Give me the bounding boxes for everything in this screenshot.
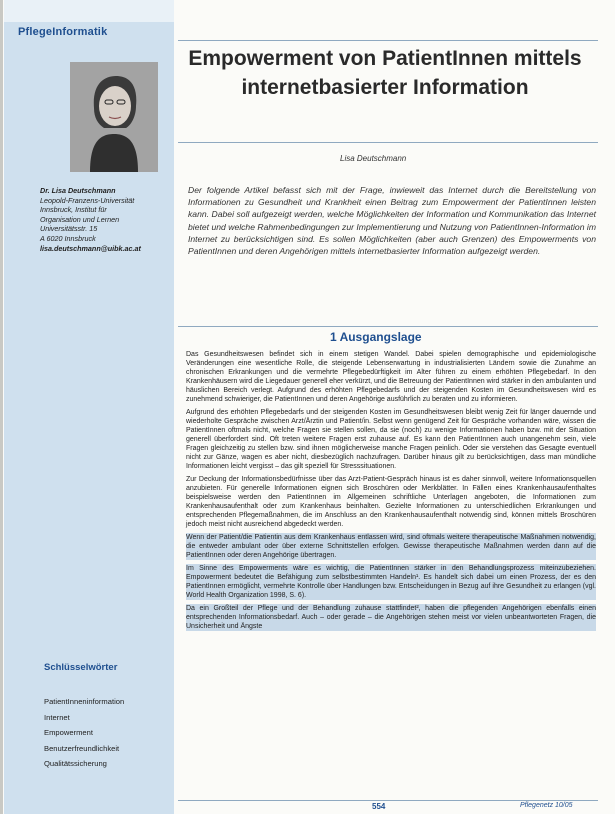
author-affiliation-line: Organisation und Lernen — [40, 214, 120, 224]
section-heading: 1 Ausgangslage — [330, 330, 422, 344]
keyword-item: Empowerment — [44, 728, 93, 737]
author-byline: Lisa Deutschmann — [340, 154, 407, 163]
keywords-list — [44, 694, 124, 772]
keyword-item: Qualitätssicherung — [44, 759, 107, 768]
keywords-title: Schlüsselwörter — [44, 662, 118, 673]
page-number: 554 — [372, 802, 386, 811]
article-body — [186, 350, 596, 635]
author-email[interactable]: lisa.deutschmann@uibk.ac.at — [40, 243, 141, 253]
title-rule-top — [178, 40, 598, 41]
keyword-item: PatientInneninformation — [44, 697, 125, 706]
body-paragraph: Zur Deckung der Informationsbedürfnisse über das Arzt-Patient-Gespräch hinaus ist es daher sinnvoll, weitere Informationsquellen anzubieten. Für generelle Informationen eignen sich Broschüren oder Merkblätter. In Fällen eines Krankenhausaufenthaltes beispielsweise werden den PatientInnen im Allgemeinen schriftliche Unterlagen angeboten, die Informationen zum Krankenhausaufenthalt oder zum Krankenhaus beinhalten. Gezielte Informationen zu unterschiedlichen Erkrankungen und entsprechenden Pflegemaßnahmen, die im Anschluss an den Krankenhausaufenthalt notwendig sind, können mittels Broschüren jedoch meist nicht ausreichend abgedeckt werden. — [186, 476, 596, 528]
footer-rule — [178, 800, 598, 801]
section-rule — [178, 326, 598, 327]
body-paragraph: Das Gesundheitswesen befindet sich in einem stetigen Wandel. Dabei spielen demographische und epidemiologische Veränderungen eine wesentliche Rolle, die steigende Lebenserwartung in industrialisierten Ländern sowie die Zunahme an chronischen Erkrankungen und die vermehrte Pflegebedürftigkeit im Alter führen zu einem erhöhten Pflegebedarf. In den Krankenhäusern wird die Liegedauer generell eher verkürzt, und die Betreuung der PatientInnen wird stärker in den ambulanten und häuslichen Bereich verlegt. Aufgrund des erhöhten Pflegebedarfs und der steigenden Kosten im Gesundheitswesen wird es zunehmend schwieriger, die PatientInnen und deren Angehörige ausführlich zu beraten und zu informieren. — [186, 351, 596, 403]
scan-edge — [0, 0, 3, 814]
keyword-item: Benutzerfreundlichkeit — [44, 743, 120, 753]
author-name: Dr. Lisa Deutschmann — [40, 186, 116, 195]
author-bio — [40, 186, 170, 253]
author-photo — [70, 62, 158, 172]
keyword-item: Internet — [44, 712, 70, 722]
author-affiliation-line: Leopold-Franzens-Universität — [40, 195, 135, 205]
article-abstract: Der folgende Artikel befasst sich mit der Frage, inwieweit das Internet durch die Bereitstellung von Informationen zu Gesundheit und Krankheit einen Beitrag zum Empowerment der PatientInnen leisten kann. Dabei soll aufgezeigt werden, welche Möglichkeiten der Information und Kommunikation das Internet bietet und welche Rahmenbedingungen zur Implementierung und Nutzung von PatientInnen-Information im Internet zu berücksichtigen sind. Es sollen Möglichkeiten (aber auch Grenzen) des Empowerments von PatientInnen und deren Angehörigen mittels internetbasierter Information aufgezeigt werden. — [188, 185, 596, 257]
sidebar-header-band — [4, 0, 174, 22]
article-title: Empowerment von PatientInnen mittels internetbasierter Information — [188, 47, 582, 99]
body-paragraph: Aufgrund des erhöhten Pflegebedarfs und der steigenden Kosten im Gesundheitswesen bleibt wenig Zeit für länger dauernde und wiederholte Gespräche zwischen Arzt/Ärztin und Patient/in. Selbst wenn genügend Zeit für Gespräche vorhanden wäre, wissen die PatientInnen oftmals nicht, welche Fragen sie stellen sollen, da sie (noch) zu wenige Informationen haben bzw. mit der Situation generell überfordert sind. Oft treten weitere Fragen erst zuhause auf. Es kann den PatientInnen auch unangenehm sein, viele Fragen gleichzeitig zu stellen bzw. sind ihnen möglicherweise manche Fragen peinlich. Oder sie verstehen das Gesagte eventuell nicht zur Gänze, wagen es aber nicht, diesbezüglich nachzufragen. Darüber hinaus gilt zu berücksichtigen, dass man mündliche Informationen leicht vergisst – das gilt speziell für Stresssituationen. — [186, 409, 596, 470]
journal-reference: Pflegenetz 10/05 — [520, 802, 573, 809]
author-affiliation-line: Innsbruck, Institut für — [40, 205, 107, 215]
section-label: PflegeInformatik — [18, 26, 108, 38]
author-address-line: A 6020 Innsbruck — [40, 233, 96, 243]
title-rule-bottom — [178, 142, 598, 143]
author-address-line: Universitätsstr. 15 — [40, 224, 98, 234]
body-paragraph-highlighted: Da ein Großteil der Pflege und der Behandlung zuhause stattfindet², haben die pflegenden Angehörigen ebenfalls einen entsprechenden Informationsbedarf. Auch – oder gerade – die Angehörigen stehen meist vor vielen unbeantworteten Fragen, die Unsicherheit und Ängste — [186, 605, 596, 630]
body-paragraph-highlighted: Im Sinne des Empowerments wäre es wichtig, die PatientInnen stärker in den Behandlungsprozess miteinzubeziehen. Empowerment bedeutet die Befähigung zum selbstbestimmten Handeln¹. Es handelt sich dabei um einen Prozess, der es den PatientInnen ermöglicht, vermehrte Kontrolle über Handlungen bzw. Entscheidungen in Bezug auf ihre Gesundheit zu erlangen (vgl. World Health Organization 1998, S. 6). — [186, 565, 596, 599]
body-paragraph-highlighted: Wenn der Patient/die Patientin aus dem Krankenhaus entlassen wird, sind oftmals weitere therapeutische Maßnahmen notwendig, die entweder ambulant oder über externe Schnittstellen erfolgen. Gewisse therapeutische Maßnahmen werden dann auf die PatientInnen oder deren Angehörige übertragen. — [186, 534, 596, 559]
author-portrait-graphic — [70, 62, 158, 172]
